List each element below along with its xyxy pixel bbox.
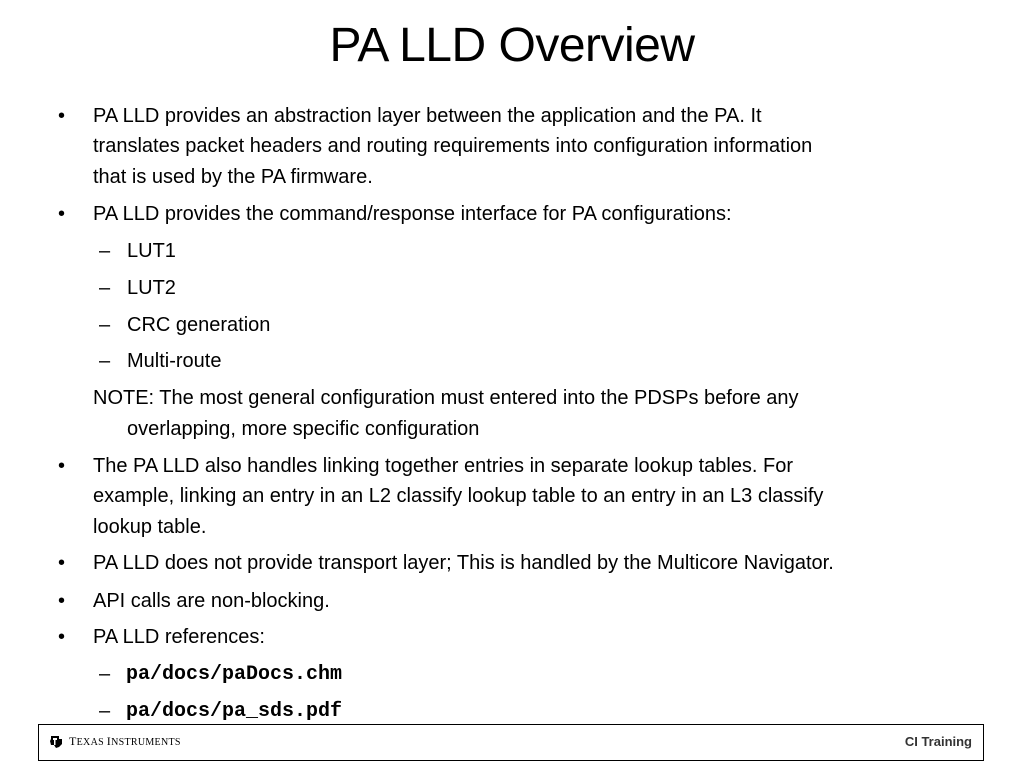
bullet-3-line-2: example, linking an entry in an L2 classify lookup table to an entry in an L3 classify xyxy=(93,485,824,507)
texas-instruments-logo xyxy=(49,734,181,749)
slide-title: PA LLD Overview xyxy=(329,19,695,72)
bullet-6: PA LLD references: xyxy=(93,626,265,648)
bullet-3-line-3: lookup table. xyxy=(93,516,207,538)
dash-marker: – xyxy=(99,240,111,262)
slide-footer xyxy=(38,724,984,761)
sub-item-multi-route: Multi-route xyxy=(127,350,222,372)
logo-wordmark-exas: EXAS xyxy=(76,737,107,748)
bullet-marker: • xyxy=(58,552,66,574)
bullet-5: API calls are non-blocking. xyxy=(93,590,330,612)
dash-marker: – xyxy=(99,314,111,336)
logo-wordmark-t: T xyxy=(69,734,77,748)
reference-pa-sds-pdf: pa/docs/pa_sds.pdf xyxy=(126,700,343,723)
bullet-marker: • xyxy=(58,203,66,225)
dash-marker: – xyxy=(99,700,111,722)
sub-item-lut1: LUT1 xyxy=(127,240,176,262)
note-line-2: overlapping, more specific configuration xyxy=(127,418,480,440)
ci-training-label: CI Training xyxy=(904,734,972,749)
dash-marker: – xyxy=(99,350,111,372)
bullet-marker: • xyxy=(58,455,66,477)
bullet-1-line-1: PA LLD provides an abstraction layer between the application and the PA. It xyxy=(93,105,762,127)
texas-instruments-logo-icon xyxy=(49,735,63,749)
bullet-1-line-3: that is used by the PA firmware. xyxy=(93,166,373,188)
note-line-1: NOTE: The most general configuration must entered into the PDSPs before any xyxy=(93,387,799,409)
sub-item-lut2: LUT2 xyxy=(127,277,176,299)
logo-wordmark-i: I xyxy=(106,734,112,748)
bullet-1-line-2: translates packet headers and routing requirements into configuration information xyxy=(93,135,813,157)
sub-item-crc: CRC generation xyxy=(127,314,271,336)
logo-wordmark-nstruments: NSTRUMENTS xyxy=(111,737,181,748)
bullet-3-line-1: The PA LLD also handles linking together entries in separate lookup tables. For xyxy=(93,455,794,477)
bullet-marker: • xyxy=(58,590,66,612)
reference-padocs-chm: pa/docs/paDocs.chm xyxy=(126,663,343,686)
bullet-marker: • xyxy=(58,626,66,648)
dash-marker: – xyxy=(99,663,111,685)
logo-wordmark xyxy=(69,734,181,749)
bullet-2: PA LLD provides the command/response interface for PA configurations: xyxy=(93,203,732,225)
bullet-marker: • xyxy=(58,105,66,127)
dash-marker: – xyxy=(99,277,111,299)
bullet-4: PA LLD does not provide transport layer; This is handled by the Multicore Navigator. xyxy=(93,552,834,574)
